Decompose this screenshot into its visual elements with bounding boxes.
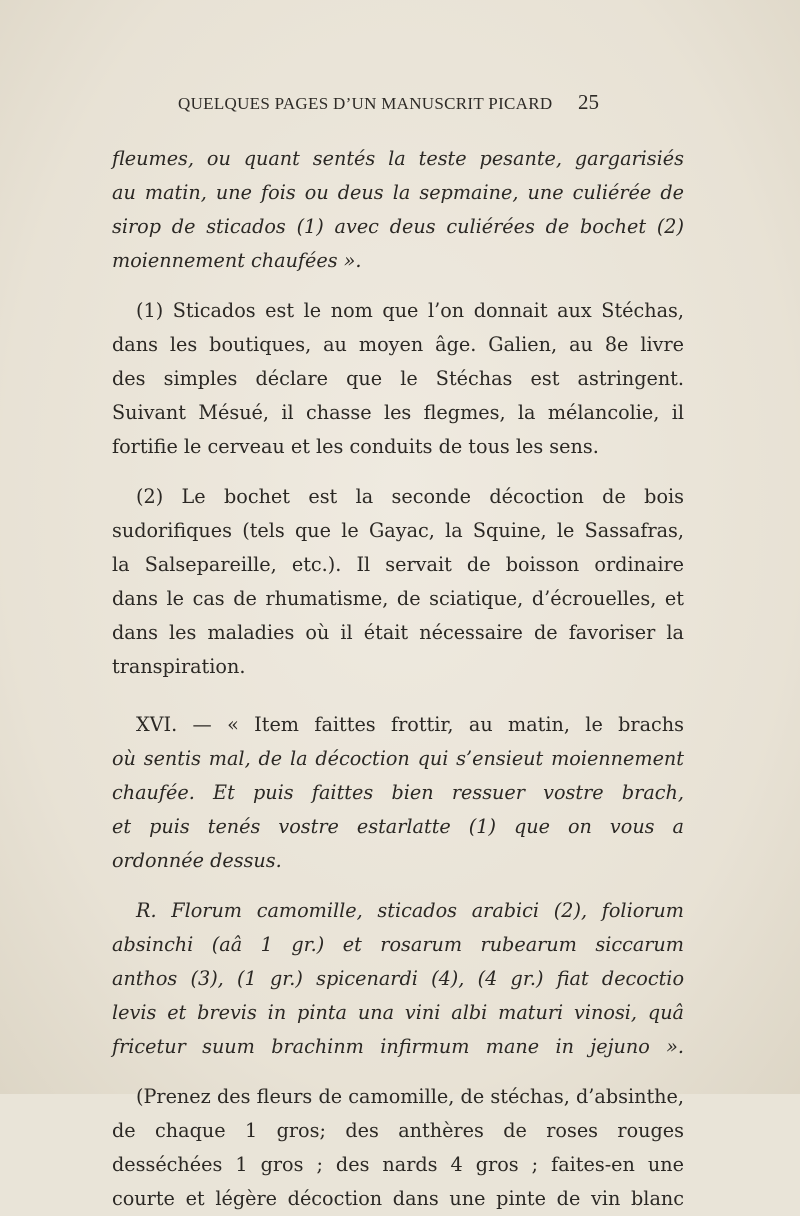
text-line: R. Florum camomille, sticados arabici (2), foliorum <box>136 899 684 922</box>
text-line: anthos (3), (1 gr.) spicenardi (4), (4 gr.) fiat decoctio <box>112 967 684 990</box>
text-line: de chaque 1 gros; des anthères de roses rouges <box>112 1119 684 1142</box>
text-line: Suivant Mésué, il chasse les flegmes, la mélancolie, il <box>112 401 684 424</box>
text-line: des simples déclare que le Stéchas est astringent. <box>112 367 684 390</box>
text-line: desséchées 1 gros ; des nards 4 gros ; faites-en une <box>112 1153 684 1176</box>
text-line: la Salsepareille, etc.). Il servait de boisson ordinaire <box>112 553 684 576</box>
text-line: XVI. — « Item faittes frottir, au matin, le brachs <box>136 713 684 736</box>
paragraph-translation <box>112 1080 684 1216</box>
text-line: absinchi (aâ 1 gr.) et rosarum rubearum siccarum <box>112 933 684 956</box>
text-line: au matin, une fois ou deus la sepmaine, une culiérée de <box>112 181 684 204</box>
paragraph-section-xvi <box>112 708 684 878</box>
running-header: QUELQUES PAGES D’UN MANUSCRIT PICARD <box>178 94 553 113</box>
text-line: dans les boutiques, au moyen âge. Galien, au 8e livre <box>112 333 684 356</box>
text-line: ordonnée dessus. <box>112 849 282 872</box>
text-line: dans le cas de rhumatisme, de sciatique, d’écrouelles, et <box>112 587 684 610</box>
paragraph-quote-continuation <box>112 142 684 278</box>
text-line: où sentis mal, de la décoction qui s’ensieut moiennement <box>112 747 684 770</box>
text-line: (1) Sticados est le nom que l’on donnait aux Stéchas, <box>136 299 684 322</box>
text-line: transpiration. <box>112 655 246 678</box>
text-line: sirop de sticados (1) avec deus culiérées de bochet (2) <box>112 215 684 238</box>
text-line: chaufée. Et puis faittes bien ressuer vostre brach, <box>112 781 684 804</box>
text-line: (Prenez des fleurs de camomille, de stéchas, d’absinthe, <box>136 1085 684 1108</box>
page-number: 25 <box>578 90 599 114</box>
text-line: courte et légère décoction dans une pinte de vin blanc <box>112 1187 684 1210</box>
footnote-bochet <box>112 480 684 684</box>
page-body <box>112 142 684 1216</box>
text-line: (2) Le bochet est la seconde décoction de bois <box>136 485 684 508</box>
footnote-sticados <box>112 294 684 464</box>
text-line: sudorifiques (tels que le Gayac, la Squine, le Sassafras, <box>112 519 684 542</box>
text-line: moiennement chaufées ». <box>112 249 362 272</box>
text-line: fricetur suum brachinm infirmum mane in jejuno ». <box>112 1035 684 1058</box>
text-line: levis et brevis in pinta una vini albi maturi vinosi, quâ <box>112 1001 684 1024</box>
text-line: fortifie le cerveau et les conduits de tous les sens. <box>112 435 599 458</box>
text-line: et puis tenés vostre estarlatte (1) que on vous a <box>112 815 684 838</box>
text-line: dans les maladies où il était nécessaire de favoriser la <box>112 621 684 644</box>
paragraph-recipe-latin <box>112 894 684 1064</box>
text-line: fleumes, ou quant sentés la teste pesante, gargarisiés <box>112 147 684 170</box>
